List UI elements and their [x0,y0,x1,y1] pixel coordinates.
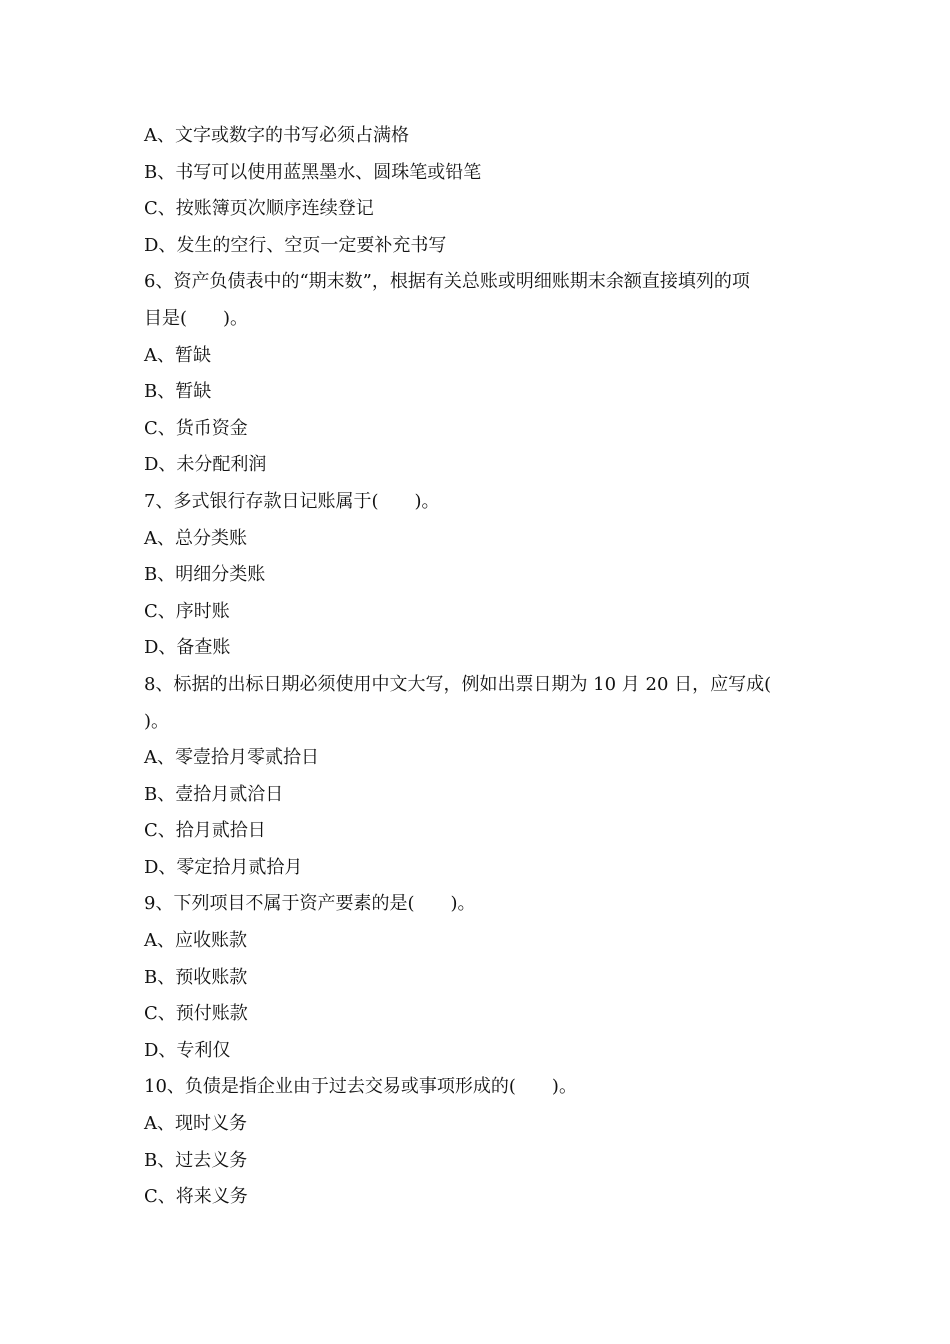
option-line: B、明细分类账 [144,564,266,586]
option-line: B、壹拾月贰洽日 [144,783,284,805]
option-line: B、预收账款 [144,966,248,988]
option-line: C、序时账 [144,600,230,622]
option-line: B、暂缺 [144,381,212,403]
question-line: 6、资产负债表中的“期末数”，根据有关总账或明细账期末余额直接填列的项 [144,271,750,293]
option-line: D、专利仅 [144,1039,231,1061]
option-line: D、发生的空行、空页一定要补充书写 [144,234,447,256]
question-continuation: )。 [144,710,170,732]
question-line: 8、标据的出标日期必须使用中文大写，例如出票日期为 10 月 20 日，应写成( [144,673,772,695]
option-line: C、货币资金 [144,417,248,439]
question-line: 10、负债是指企业由于过去交易或事项形成的( )。 [144,1076,577,1098]
option-line: D、未分配利润 [144,454,267,476]
option-line: C、预付账款 [144,1003,248,1025]
option-line: C、按账簿页次顺序连续登记 [144,198,374,220]
question-line: 7、多式银行存款日记账属于( )。 [144,490,440,512]
option-line: B、书写可以使用蓝黑墨水、圆珠笔或铅笔 [144,161,482,183]
option-line: A、文字或数字的书写必须占满格 [144,125,409,146]
option-line: C、拾月贰拾日 [144,820,266,842]
option-line: A、应收账款 [144,930,247,952]
question-continuation: 目是( )。 [144,307,249,329]
option-line: D、零定拾月贰拾月 [144,856,303,878]
option-line: B、过去义务 [144,1149,248,1171]
option-line: A、现时义务 [144,1113,247,1135]
question-line: 9、下列项目不属于资产要素的是( )。 [144,893,476,915]
option-line: A、总分类账 [144,527,247,549]
option-line: C、将来义务 [144,1186,248,1208]
option-line: A、暂缺 [144,344,211,366]
document-body [144,118,809,1216]
option-line: D、备查账 [144,637,231,659]
option-line: A、零壹拾月零贰拾日 [144,747,319,769]
